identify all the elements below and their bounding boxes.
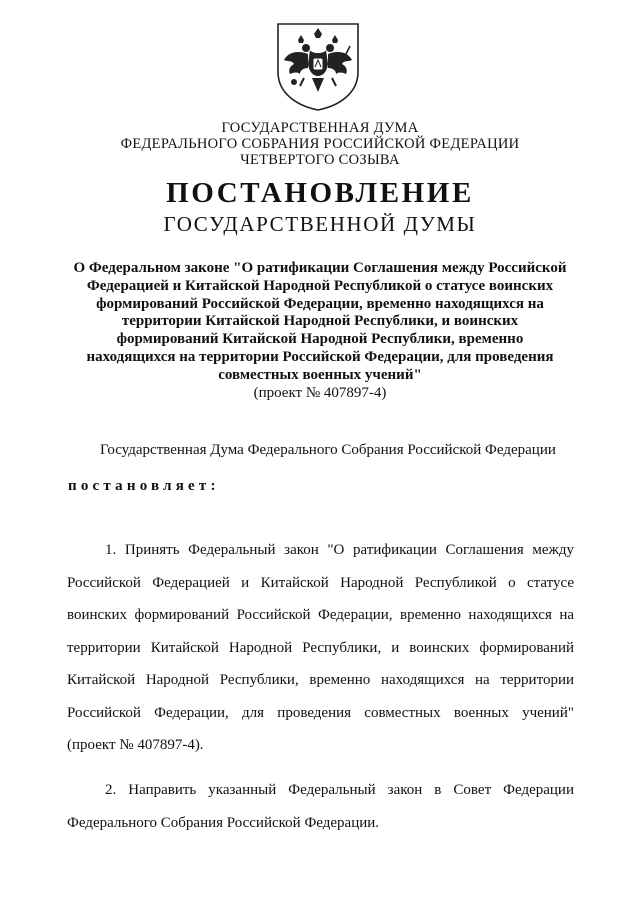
org-line-2: ФЕДЕРАЛЬНОГО СОБРАНИЯ РОССИЙСКОЙ ФЕДЕРАЦИИ	[120, 136, 520, 152]
paragraph-line: воинских формирований Российской Федерации, временно находящихся на	[67, 607, 574, 623]
subject-line: формирований Российской Федерации, временно находящихся на	[96, 295, 544, 312]
subject-line: Федерацией и Китайской Народной Республикой о статусе воинских	[86, 277, 554, 294]
paragraph-line: (проект № 407897-4).	[67, 737, 204, 753]
paragraph-1	[67, 540, 574, 768]
paragraph-2	[67, 780, 574, 845]
subject-line: совместных военных учений"	[218, 366, 422, 383]
paragraph-line: Российской Федерации, для проведения совместных военных учений"	[67, 704, 574, 721]
preamble-text: Государственная Дума Федерального Собрания Российской Федерации	[100, 442, 556, 458]
subject-line: территории Китайской Народной Республики, и воинских	[121, 313, 519, 330]
subject-line: О Федеральном законе "О ратификации Соглашения между Российской	[73, 260, 567, 276]
paragraph-line: 1. Принять Федеральный закон "О ратификации Соглашения между	[105, 542, 574, 558]
document-type-title: ПОСТАНОВЛЕНИЕ	[166, 177, 474, 209]
paragraph-line: Китайской Народной Республики, временно находящихся на территории	[67, 672, 574, 688]
paragraph-line: Российской Федерацией и Китайской Народной Республикой о статусе	[67, 574, 574, 591]
org-line-1: ГОСУДАРСТВЕННАЯ ДУМА	[221, 120, 419, 136]
subject-line: находящихся на территории Российской Федерации, для проведения	[86, 348, 554, 365]
russian-coat-of-arms-icon	[274, 20, 362, 112]
resolves-keyword: постановляет:	[68, 478, 220, 494]
org-line-3: ЧЕТВЕРТОГО СОЗЫВА	[240, 152, 400, 168]
project-number: (проект № 407897-4)	[253, 385, 387, 401]
document-type-subtitle: ГОСУДАРСТВЕННОЙ ДУМЫ	[163, 212, 477, 236]
paragraph-line: территории Китайской Народной Республики, и воинских формирований	[67, 639, 574, 656]
resolution-subject	[40, 260, 600, 385]
paragraph-line: 2. Направить указанный Федеральный закон в Совет Федерации	[105, 782, 574, 798]
paragraph-line: Федерального Собрания Российской Федерации.	[67, 814, 380, 831]
subject-line: формирований Китайской Народной Республики, временно	[116, 331, 524, 348]
